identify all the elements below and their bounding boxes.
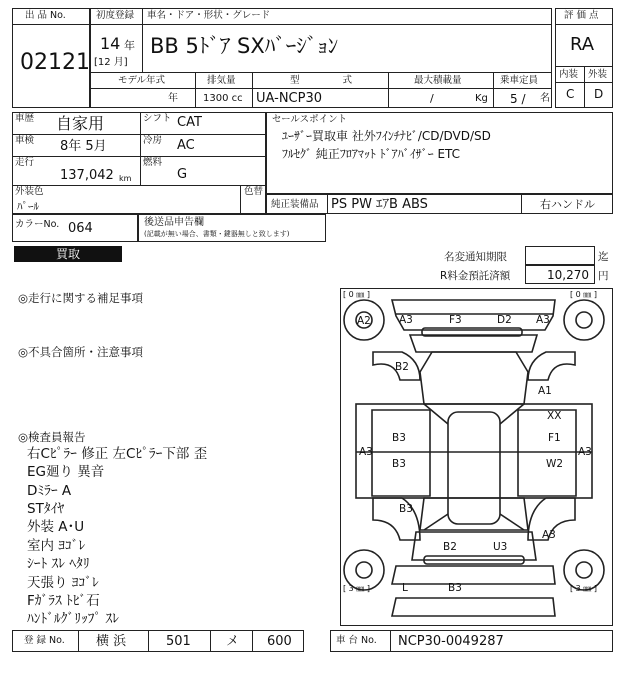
max-load-value: / bbox=[430, 92, 434, 105]
mileage-value: 137,042 bbox=[60, 168, 114, 183]
max-load-label: 最大積載量 bbox=[414, 75, 462, 86]
equipment-label: 純正装備品 bbox=[271, 199, 319, 210]
mark-rear-lamp-left: L bbox=[402, 582, 408, 594]
mark-right-front-door: F1 bbox=[548, 432, 561, 444]
mark-left-rear-door: B3 bbox=[392, 458, 406, 470]
ac-value: AC bbox=[177, 138, 195, 153]
displacement-value: 1300 cc bbox=[203, 93, 243, 104]
sales-point-line-1: ﾕｰｻﾞｰ買取車 社外ﾌｲﾝﾁﾅﾋﾞ/CD/DVD/SD bbox=[282, 129, 491, 143]
model-year-label: モデル年式 bbox=[118, 75, 166, 86]
shift-value: CAT bbox=[177, 115, 202, 130]
defects-title: ◎不具合箇所・注意事項 bbox=[18, 345, 144, 359]
mark-right-side: A3 bbox=[578, 446, 592, 458]
report-line: 右Cﾋﾟﾗｰ 修正 左Cﾋﾟﾗｰ下部 歪 bbox=[27, 446, 208, 462]
mark-right-rear-fender: A3 bbox=[542, 529, 556, 541]
reg-area: 横 浜 bbox=[96, 634, 127, 649]
mileage-label: 走行 bbox=[15, 157, 35, 168]
history-value: 自家用 bbox=[56, 114, 105, 133]
sales-point-label: セールスポイント bbox=[272, 114, 348, 125]
reg-kana: メ bbox=[226, 634, 240, 649]
post-docs-note: (記載が無い場合、書類・鍵器無しと致します) bbox=[144, 230, 290, 238]
fuel-value: G bbox=[177, 167, 188, 182]
mark-right-front-door-upper: XX bbox=[547, 410, 562, 422]
model-year-unit: 年 bbox=[168, 93, 178, 104]
front-left-tire-tag: [ 0 ㎜ ] bbox=[343, 290, 370, 299]
report-line: ｼｰﾄ ｽﾚ ﾍﾀﾘ bbox=[27, 556, 90, 572]
color-change-label: 色替 bbox=[244, 186, 264, 197]
rear-left-tire-tag: [ 3 ㎜ ] bbox=[343, 584, 370, 593]
mark-left-fender: B2 bbox=[395, 361, 409, 373]
mark-tailgate-left: B2 bbox=[443, 541, 457, 553]
first-reg-label: 初度登録 bbox=[96, 10, 135, 21]
interior-grade: C bbox=[566, 87, 575, 101]
report-line: 天張り ﾖｺﾞﾚ bbox=[27, 575, 99, 591]
reg-number: 600 bbox=[267, 634, 292, 649]
inspector-title: ◎検査員報告 bbox=[18, 430, 86, 444]
report-line: Fｶﾞﾗｽ ﾄﾋﾞ石 bbox=[27, 593, 100, 609]
ac-label: 冷房 bbox=[143, 135, 163, 146]
mark-front-bumper-right: A3 bbox=[536, 314, 550, 326]
mark-left-front-door: B3 bbox=[392, 432, 406, 444]
exterior-grade: D bbox=[594, 87, 604, 101]
mark-front-bumper-center: F3 bbox=[449, 314, 462, 326]
report-line: STﾀｲﾔ bbox=[27, 501, 65, 517]
car-name-label: 車名・ドア・形状・グレード bbox=[147, 10, 271, 21]
lot-number: 02121 bbox=[20, 50, 90, 75]
capacity-value: 5 / bbox=[510, 92, 526, 106]
mark-left-side: A3 bbox=[359, 446, 373, 458]
exterior-color-label: 外装色 bbox=[15, 186, 44, 197]
report-line: 外装 A･U bbox=[27, 519, 85, 535]
rear-right-tire-tag: [ 3 ㎜ ] bbox=[570, 584, 597, 593]
mark-front-bumper-left: A3 bbox=[399, 314, 413, 326]
mark-rear-bumper: B3 bbox=[448, 582, 462, 594]
purchase-badge: 買取 bbox=[14, 246, 122, 262]
capacity-unit: 名 bbox=[540, 93, 550, 104]
first-reg-year-unit: 年 bbox=[124, 39, 135, 52]
mark-front-bumper-right-center: D2 bbox=[497, 314, 512, 326]
post-docs-label: 後送品申告欄 bbox=[144, 217, 204, 228]
chassis-number: NCP30-0049287 bbox=[398, 634, 504, 649]
color-no-value: 064 bbox=[68, 221, 93, 236]
displacement-label: 排気量 bbox=[207, 75, 236, 86]
mark-right-rear-door: W2 bbox=[546, 458, 564, 470]
model-label: 型 式 bbox=[290, 75, 353, 86]
sales-point-line-2: ﾌﾙｾｸﾞ 純正ﾌﾛｱﾏｯﾄ ﾄﾞｱﾊﾞｲｻﾞｰ ETC bbox=[282, 147, 461, 161]
recycle-value: 10,270 bbox=[547, 268, 589, 282]
fuel-label: 燃料 bbox=[143, 157, 163, 168]
grade-value: RA bbox=[570, 34, 595, 55]
report-line: ﾊﾝﾄﾞﾙｸﾞﾘｯﾌﾟ ｽﾚ bbox=[27, 611, 120, 627]
first-reg-year: 14 bbox=[100, 34, 121, 53]
reg-class: 501 bbox=[166, 634, 191, 649]
name-change-unit: 迄 bbox=[598, 251, 609, 263]
capacity-label: 乗車定員 bbox=[500, 75, 539, 86]
shift-label: シフト bbox=[143, 113, 172, 124]
mileage-unit: km bbox=[119, 174, 132, 183]
front-right-tire-tag: [ 0 ㎜ ] bbox=[570, 290, 597, 299]
supplement-title: ◎走行に関する補足事項 bbox=[18, 291, 144, 305]
exterior-label: 外装 bbox=[588, 69, 608, 80]
chassis-label: 車 台 No. bbox=[336, 635, 377, 646]
exterior-color-value: ﾊﾟｰﾙ bbox=[17, 200, 39, 213]
mark-tailgate-right: U3 bbox=[493, 541, 508, 553]
mark-right-fender: A1 bbox=[538, 385, 552, 397]
interior-label: 内装 bbox=[559, 69, 579, 80]
history-label: 車歴 bbox=[15, 113, 35, 124]
handle-value: 右ハンドル bbox=[540, 198, 595, 211]
recycle-label: R料金預託済額 bbox=[440, 270, 511, 282]
name-change-label: 名変通知期限 bbox=[444, 251, 507, 263]
model-value: UA-NCP30 bbox=[256, 91, 322, 106]
report-line: Dﾐﾗｰ A bbox=[27, 483, 72, 499]
inspection-label: 車検 bbox=[15, 135, 35, 146]
report-line: EG廻り 異音 bbox=[27, 464, 105, 480]
max-load-unit: Kg bbox=[475, 93, 488, 104]
lot-label: 出 品 No. bbox=[25, 10, 66, 21]
mark-left-rear-fender: B3 bbox=[399, 503, 413, 515]
report-line: 室内 ﾖｺﾞﾚ bbox=[27, 538, 86, 554]
first-reg-month: [12 月] bbox=[94, 57, 128, 68]
reg-label: 登 録 No. bbox=[24, 635, 65, 646]
equipment-value: PS PW ｴｱB ABS bbox=[331, 197, 428, 212]
inspection-value: 8年 5月 bbox=[60, 139, 107, 154]
color-no-label: カラーNo. bbox=[15, 219, 60, 230]
grade-label: 評 価 点 bbox=[564, 10, 599, 21]
recycle-unit: 円 bbox=[598, 270, 609, 282]
mark-front-left-wheel: A2 bbox=[357, 315, 371, 327]
car-name: BB 5ﾄﾞｱ SXﾊﾞｰｼﾞｮﾝ bbox=[150, 34, 339, 58]
